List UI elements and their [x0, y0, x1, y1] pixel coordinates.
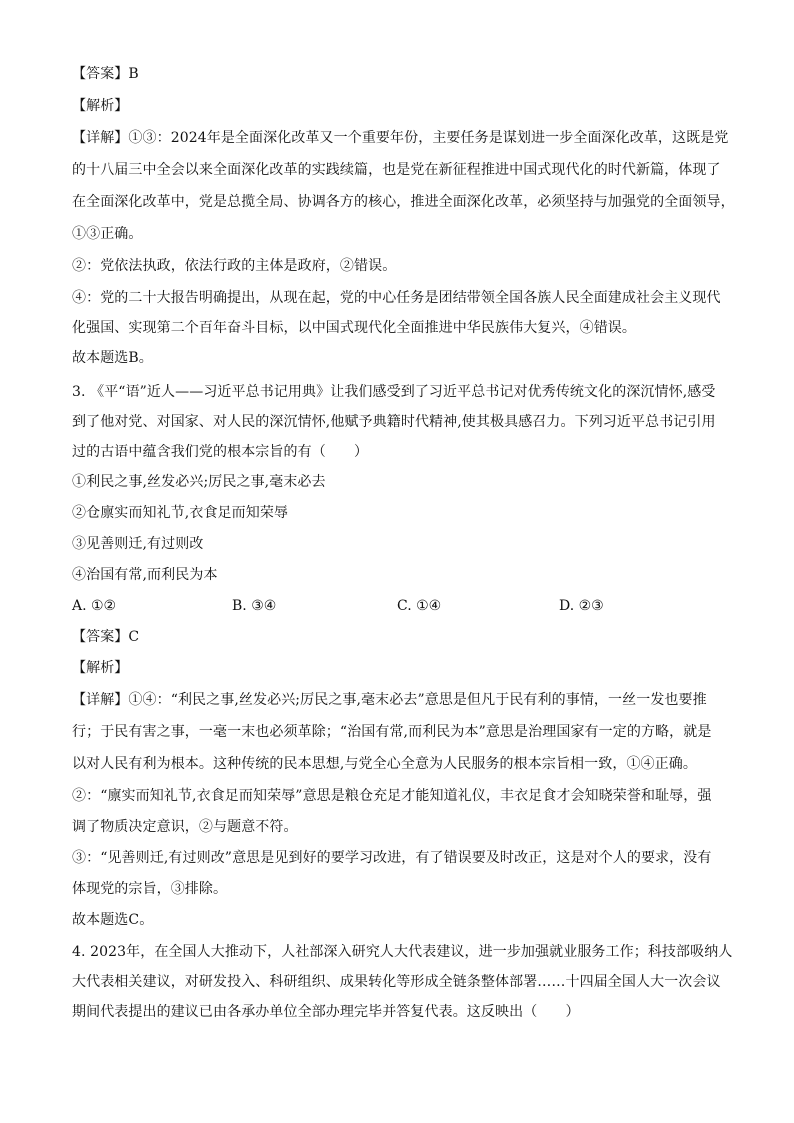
q3-detail-line: 【详解】①④：“利民之事,丝发必兴;厉民之事,毫末必去”意思是但凡于民有利的事情，一丝一发也要推	[72, 692, 707, 708]
q2-detail-line: ④：党的二十大报告明确提出，从现在起，党的中心任务是团结带领全国各族人民全面建成社会主义现代	[72, 290, 721, 306]
q4-stem-line: 期间代表提出的建议已由各承办单位全部办理完毕并答复代表。这反映出（ ）	[72, 1004, 580, 1020]
q3-detail-line: 以对人民有利为根本。这种传统的民本思想,与党全心全意为人民服务的根本宗旨相一致，①④正确。	[72, 756, 697, 772]
q3-option-a: A. ①②	[72, 598, 117, 614]
q2-answer: 【答案】B	[72, 66, 139, 82]
q2-detail-line: ②：党依法执政，依法行政的主体是政府，②错误。	[72, 258, 397, 274]
q2-detail-line: 在全面深化改革中，党是总揽全局、协调各方的核心，推进全面深化改革，必须坚持与加强党的全面领导，	[72, 194, 735, 210]
q3-detail-line: 体现党的宗旨，③排除。	[72, 881, 228, 897]
q3-option-b: B. ③④	[232, 598, 277, 614]
q2-analysis-label: 【解析】	[72, 98, 129, 114]
q4-stem-line: 4. 2023年，在全国人大推动下，人社部深入研究人大代表建议，进一步加强就业服务工作；科技部吸纳人	[72, 944, 733, 960]
q3-options	[72, 596, 722, 616]
q2-detail-line: ①③正确。	[72, 226, 143, 242]
q3-detail-line: 故本题选C。	[72, 912, 154, 928]
q2-detail-line: 【详解】①③：2024年是全面深化改革又一个重要年份，主要任务是谋划进一步全面深化改革，这既是党	[72, 130, 729, 146]
q3-item: ②仓廪实而知礼节,衣食足而知荣辱	[72, 505, 289, 521]
q3-detail-line: ②：“廪实而知礼节,衣食足而知荣辱”意思是粮仓充足才能知道礼仪，丰衣足食才会知晓荣誉和耻辱，强	[72, 788, 712, 804]
q3-stem-line: 过的古语中蕴含我们党的根本宗旨的有（ ）	[72, 444, 369, 460]
q3-stem-line: 到了他对党、对国家、对人民的深沉情怀,他赋予典籍时代精神,使其极具感召力。下列习近平总书记引用	[72, 414, 716, 430]
q2-detail-line: 故本题选B。	[72, 350, 153, 366]
q3-option-c: C. ①④	[397, 598, 442, 614]
q3-detail-line: 行；于民有害之事，一毫一末也必须革除；“治国有常,而利民为本”意思是治理国家有一定的方略，就是	[72, 724, 712, 740]
q3-stem-line: 3. 《平“语”近人——习近平总书记用典》让我们感受到了习近平总书记对优秀传统文化的深沉情怀,感受	[72, 384, 716, 400]
q2-detail-line: 化强国、实现第二个百年奋斗目标，以中国式现代化全面推进中华民族伟大复兴，④错误。	[72, 320, 636, 336]
q2-detail-line: 的十八届三中全会以来全面深化改革的实践续篇，也是党在新征程推进中国式现代化的时代新篇，体现了	[72, 162, 721, 178]
q4-stem-line: 大代表相关建议，对研发投入、科研组织、成果转化等形成全链条整体部署……十四届全国人大一次会议	[72, 974, 721, 990]
q3-item: ③见善则迁,有过则改	[72, 536, 204, 552]
q3-item: ④治国有常,而利民为本	[72, 567, 218, 583]
q3-option-d: D. ②③	[559, 598, 604, 614]
q3-answer: 【答案】C	[72, 629, 140, 645]
q3-analysis-label: 【解析】	[72, 660, 129, 676]
q3-detail-line: 调了物质决定意识，②与题意不符。	[72, 819, 298, 835]
q3-detail-line: ③：“见善则迁,有过则改”意思是见到好的要学习改进，有了错误要及时改正，这是对个人的要求，没有	[72, 850, 712, 866]
q3-item: ①利民之事,丝发必兴;厉民之事,毫末必去	[72, 474, 326, 490]
